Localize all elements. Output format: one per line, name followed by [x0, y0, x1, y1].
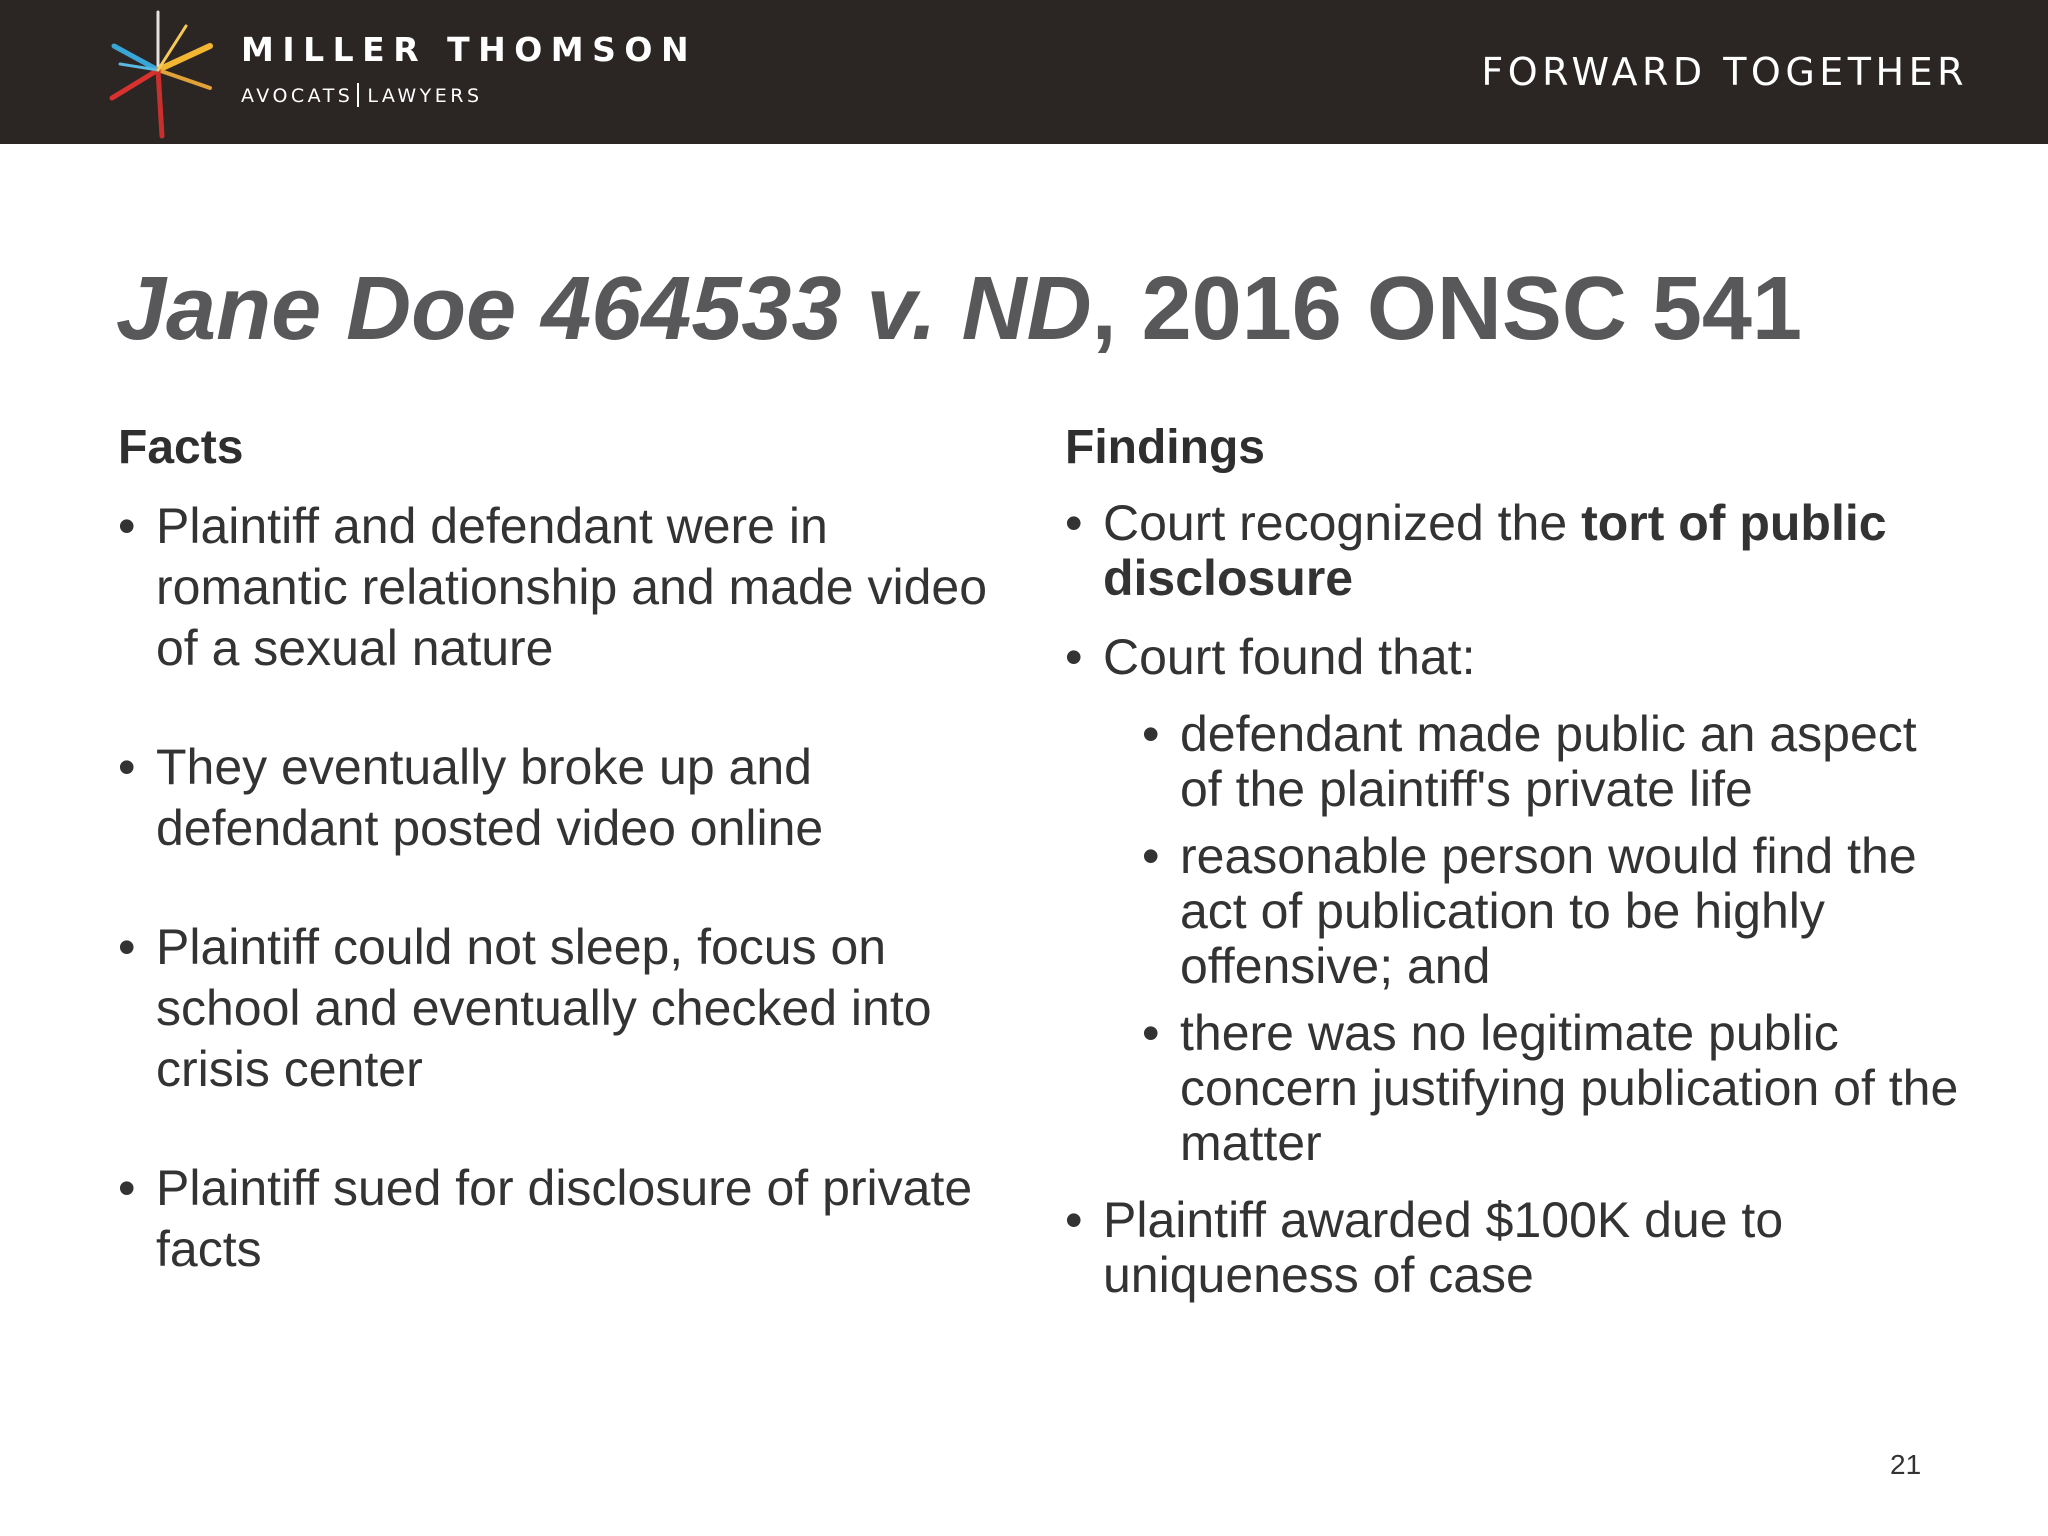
bullet: • — [1065, 1192, 1083, 1248]
facts-heading: Facts — [118, 421, 244, 474]
list-item-text: Court found that: — [1103, 629, 1476, 685]
list-item — [1065, 1193, 1965, 1303]
list-item-text: there was no legitimate public concern justifying publication of the matter — [1180, 1005, 1959, 1171]
list-item-text: reasonable person would find the act of publication to be highly offensive; and — [1180, 828, 1917, 994]
sub-list-item — [1142, 707, 1965, 817]
emphasis-text: tort of public disclosure — [1103, 495, 1887, 606]
bullet: • — [1142, 1005, 1160, 1061]
list-item — [118, 917, 988, 1100]
case-citation: , 2016 ONSC 541 — [1091, 259, 1803, 359]
tagline: FORWARD TOGETHER — [1481, 50, 1968, 94]
multicolor-star-logo-icon — [100, 6, 220, 140]
brand-subtitle — [241, 83, 483, 107]
brand-sub-fr: AVOCATS — [241, 85, 354, 107]
list-item-text: Court recognized the — [1103, 495, 1582, 551]
brand-name: MILLER THOMSON — [241, 30, 698, 69]
brand-sub-en: LAWYERS — [367, 85, 483, 107]
bullet: • — [1142, 706, 1160, 762]
sub-list-item — [1142, 829, 1965, 994]
list-item-text: Plaintiff sued for disclosure of private facts — [156, 1160, 973, 1277]
bullet: • — [118, 919, 136, 975]
list-item-text: Plaintiff awarded $100K due to uniqueness of case — [1103, 1192, 1784, 1303]
findings-column — [1065, 420, 1965, 1325]
bullet: • — [1065, 629, 1083, 685]
facts-column — [118, 420, 988, 1338]
sub-list-item — [1142, 1006, 1965, 1171]
list-item — [1065, 496, 1965, 606]
header-bar — [0, 0, 2048, 144]
list-item-text: They eventually broke up and defendant posted video online — [156, 739, 824, 856]
bullet: • — [118, 1160, 136, 1216]
list-item — [118, 737, 988, 859]
findings-list — [1065, 496, 1965, 1303]
findings-heading: Findings — [1065, 421, 1265, 474]
list-item-text: defendant made public an aspect of the plaintiff's private life — [1180, 706, 1917, 817]
list-item-text: Plaintiff could not sleep, focus on school and eventually checked into crisis center — [156, 919, 932, 1097]
list-item — [118, 496, 988, 679]
page-number: 21 — [1890, 1449, 1922, 1480]
bullet: • — [118, 739, 136, 795]
bullet: • — [1065, 495, 1083, 551]
bullet: • — [1142, 828, 1160, 884]
facts-list — [118, 496, 988, 1280]
case-name: Jane Doe 464533 v. ND — [116, 259, 1092, 359]
slide-title — [116, 260, 1802, 359]
list-item — [118, 1158, 988, 1280]
list-item-text: Plaintiff and defendant were in romantic relationship and made video of a sexual nature — [156, 498, 988, 676]
brand-separator — [357, 83, 359, 107]
bullet: • — [118, 498, 136, 554]
list-item — [1065, 630, 1965, 685]
